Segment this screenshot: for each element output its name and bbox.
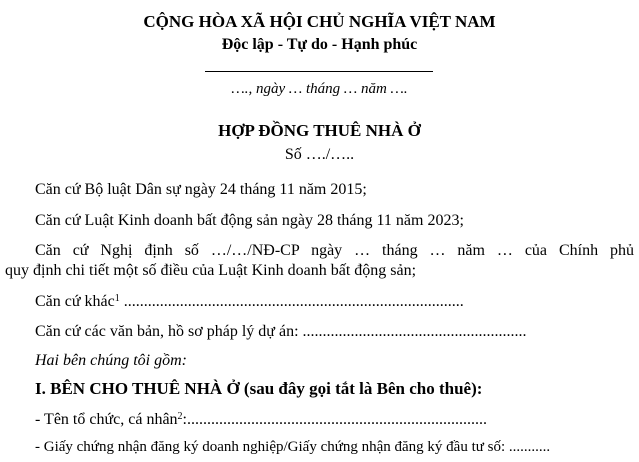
contract-number: Số …./….. — [284, 146, 355, 163]
date-line: …., ngày … tháng … năm …. — [231, 81, 408, 97]
basis-legal-documents: Căn cứ các văn bản, hồ sơ pháp lý dự án: ........................................................ — [35, 323, 527, 340]
section-1-heading: I. BÊN CHO THUÊ NHÀ Ở (sau đây gọi tắt là Bên cho thuê): — [35, 379, 483, 398]
basis-decree-line-1: Căn cứ Nghị định số …/…/NĐ-CP ngày … tháng … năm … của Chính phủ — [35, 242, 634, 259]
basis-other-dots: ..................................................................................... — [119, 293, 464, 310]
lessor-name-field — [35, 411, 487, 429]
footnote-2: 2 — [177, 411, 183, 422]
basis-other-label: Căn cứ khác — [35, 293, 115, 310]
basis-decree-line-2: quy định chi tiết một số điều của Luật Kinh doanh bất động sản; — [5, 262, 417, 279]
basis-real-estate-law: Căn cứ Luật Kinh doanh bất động sản ngày 28 tháng 11 năm 2023; — [35, 212, 464, 229]
motto: Độc lập - Tự do - Hạnh phúc — [221, 36, 418, 53]
contract-title: HỢP ĐỒNG THUÊ NHÀ Ở — [218, 121, 421, 140]
nation-title: CỘNG HÒA XÃ HỘI CHỦ NGHĨA VIỆT NAM — [143, 12, 496, 31]
header-divider — [205, 71, 433, 72]
lessor-name-label: - Tên tổ chức, cá nhân — [35, 411, 178, 428]
business-certificate-line: - Giấy chứng nhận đăng ký doanh nghiệp/Giấy chứng nhận đăng ký đầu tư số: ........... — [35, 439, 551, 455]
basis-civil-code: Căn cứ Bộ luật Dân sự ngày 24 tháng 11 năm 2015; — [35, 181, 367, 198]
footnote-1: 1 — [114, 293, 120, 304]
parties-intro: Hai bên chúng tôi gồm: — [35, 352, 187, 369]
lessor-name-dots: :........................................................................... — [182, 411, 487, 428]
basis-other — [35, 293, 464, 311]
